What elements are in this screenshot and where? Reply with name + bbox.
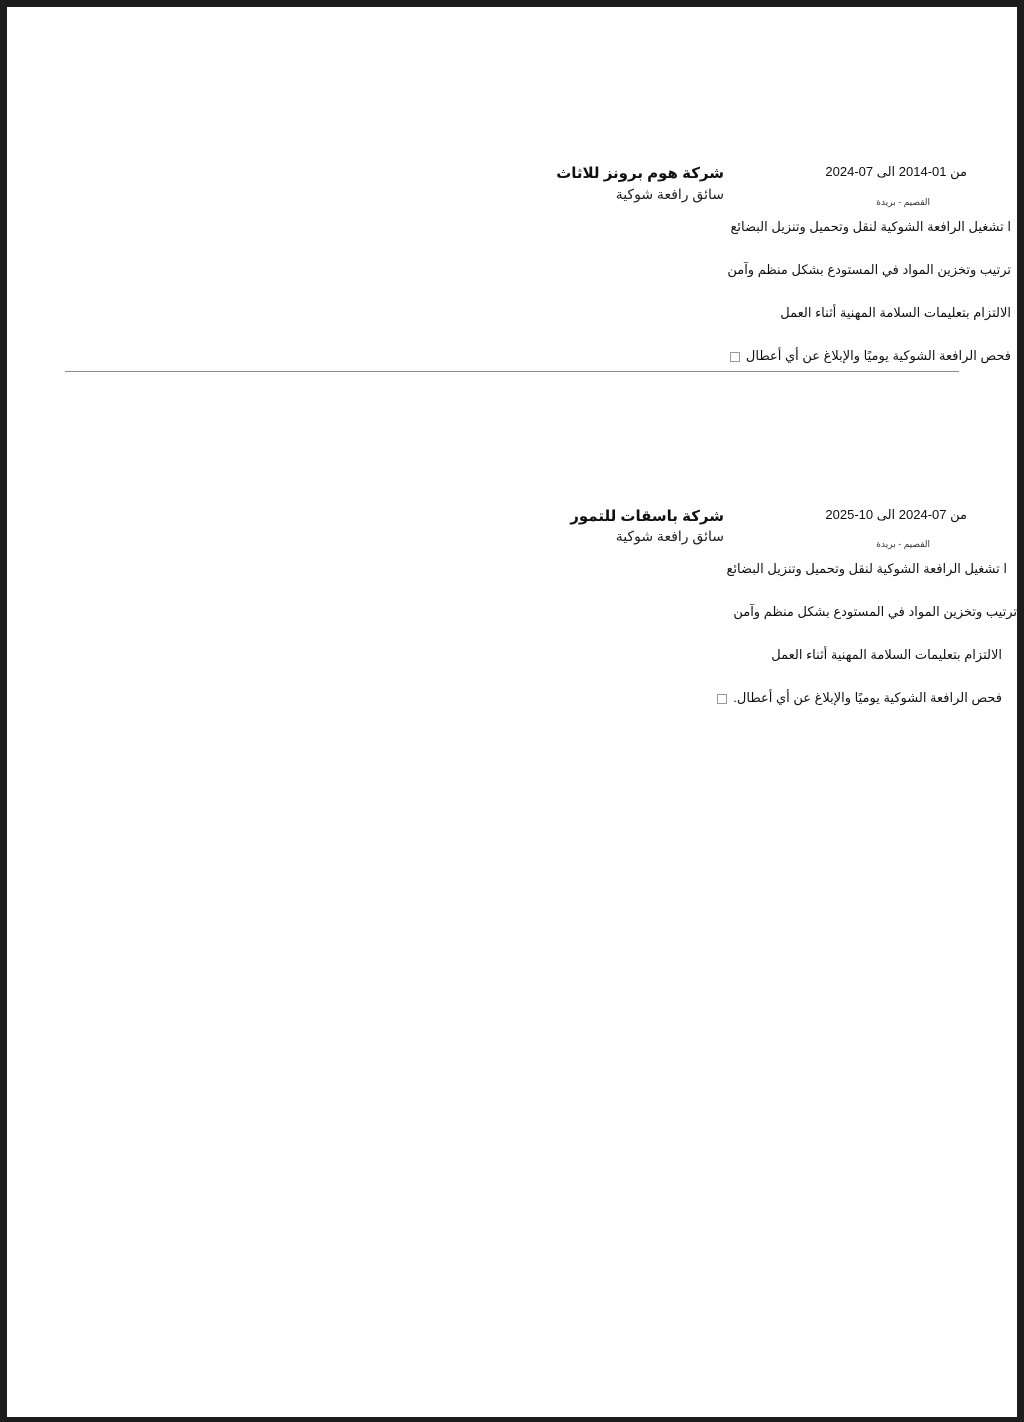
company-name: شركة هوم برونز للاثاث [556,165,724,182]
section-divider [65,371,959,372]
work-location: القصيم - بريدة [876,197,930,207]
work-location: القصيم - بريدة [876,539,930,549]
company-name: شركة باسقات للتمور [570,508,724,525]
duty-item [717,690,1002,706]
checkbox-glyph-icon [730,352,740,362]
job-title: سائق رافعة شوكية [615,528,724,544]
duty-item: الالتزام بتعليمات السلامة المهنية أثناء العمل [771,647,1002,662]
duty-item [730,348,1011,364]
document-page [7,7,1017,1417]
job-title: سائق رافعة شوكية [615,186,724,202]
checkbox-glyph-icon [717,694,727,704]
employment-dates: من 07-2024 الى 10-2025 [825,507,967,522]
duty-item: ا تشغيل الرافعة الشوكية لنقل وتحميل وتنزيل البضائع [730,219,1011,234]
employment-dates: من 01-2014 الى 07-2024 [825,164,967,179]
duty-item: ا تشغيل الرافعة الشوكية لنقل وتحميل وتنزيل البضائع [726,561,1007,576]
duty-item: ترتيب وتخزين المواد في المستودع بشكل منظم وآمن [733,604,1017,619]
duty-item: ترتيب وتخزين المواد في المستودع بشكل منظم وآمن [727,262,1011,277]
duty-text: فحص الرافعة الشوكية يوميًا والإبلاغ عن أي أعطال. [733,690,1002,705]
duty-item: الالتزام بتعليمات السلامة المهنية أثناء العمل [780,305,1011,320]
duty-text: فحص الرافعة الشوكية يوميًا والإبلاغ عن أي أعطال [745,348,1011,363]
